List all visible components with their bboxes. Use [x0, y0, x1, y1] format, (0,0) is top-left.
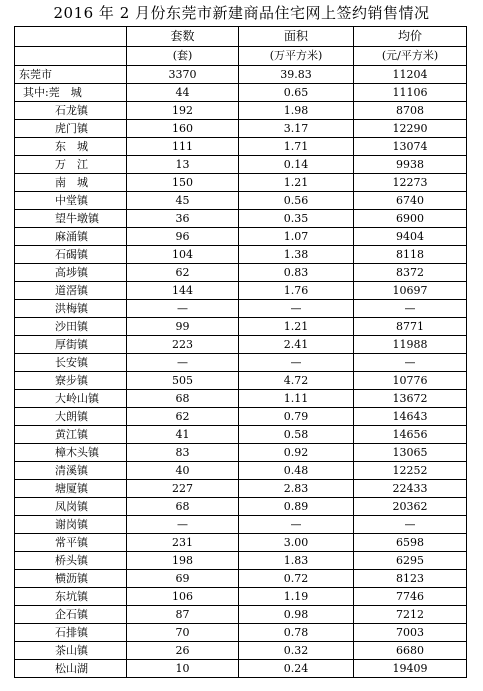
total-price: 11204 — [354, 66, 467, 84]
area-cell: — — [239, 300, 354, 318]
area-cell: 2.83 — [239, 480, 354, 498]
district-name: 常平镇 — [15, 534, 127, 552]
units-cell: 111 — [127, 138, 239, 156]
district-name: 茶山镇 — [15, 642, 127, 660]
district-name: 黄江镇 — [15, 426, 127, 444]
area-cell: 2.41 — [239, 336, 354, 354]
table-row — [15, 282, 467, 300]
units-cell: 62 — [127, 264, 239, 282]
table-row — [15, 138, 467, 156]
table-row — [15, 120, 467, 138]
price-cell: — — [354, 354, 467, 372]
price-cell: 10776 — [354, 372, 467, 390]
district-name: 石龙镇 — [15, 102, 127, 120]
price-cell: — — [354, 300, 467, 318]
district-name: 塘厦镇 — [15, 480, 127, 498]
header-blank-cell — [15, 27, 127, 47]
units-cell: 106 — [127, 588, 239, 606]
area-cell: 0.48 — [239, 462, 354, 480]
district-name: 清溪镇 — [15, 462, 127, 480]
area-cell: 1.83 — [239, 552, 354, 570]
table-row — [15, 480, 467, 498]
units-cell: 144 — [127, 282, 239, 300]
table-row — [15, 228, 467, 246]
header-units-unit: (套) — [127, 47, 239, 66]
table-row — [15, 246, 467, 264]
district-name: 东 城 — [15, 138, 127, 156]
price-cell: 12273 — [354, 174, 467, 192]
table-row — [15, 606, 467, 624]
price-cell: 19409 — [354, 660, 467, 678]
price-cell: 8123 — [354, 570, 467, 588]
area-cell: 4.72 — [239, 372, 354, 390]
district-name: 望牛墩镇 — [15, 210, 127, 228]
units-cell: 10 — [127, 660, 239, 678]
district-name: 石排镇 — [15, 624, 127, 642]
district-name: 虎门镇 — [15, 120, 127, 138]
price-cell: 7746 — [354, 588, 467, 606]
table-row — [15, 408, 467, 426]
price-cell: 14656 — [354, 426, 467, 444]
district-name: 横沥镇 — [15, 570, 127, 588]
district-name: 长安镇 — [15, 354, 127, 372]
units-cell: 227 — [127, 480, 239, 498]
district-name: 桥头镇 — [15, 552, 127, 570]
price-cell: 12290 — [354, 120, 467, 138]
area-cell: 0.72 — [239, 570, 354, 588]
price-cell: 20362 — [354, 498, 467, 516]
table-row — [15, 264, 467, 282]
units-cell: 13 — [127, 156, 239, 174]
table-row — [15, 318, 467, 336]
area-cell: 0.58 — [239, 426, 354, 444]
units-cell: 26 — [127, 642, 239, 660]
district-name: 寮步镇 — [15, 372, 127, 390]
area-cell: 0.78 — [239, 624, 354, 642]
page-title: 2016 年 2 月份东莞市新建商品住宅网上签约销售情况 — [53, 4, 430, 22]
total-area: 39.83 — [239, 66, 354, 84]
area-cell: 0.92 — [239, 444, 354, 462]
area-cell: 0.83 — [239, 264, 354, 282]
units-cell: 68 — [127, 498, 239, 516]
units-cell: 62 — [127, 408, 239, 426]
price-cell: 22433 — [354, 480, 467, 498]
units-cell: 87 — [127, 606, 239, 624]
table-row — [15, 84, 467, 102]
table-row — [15, 372, 467, 390]
table-row — [15, 516, 467, 534]
district-name: 石碣镇 — [15, 246, 127, 264]
area-cell: 1.11 — [239, 390, 354, 408]
table-row — [15, 588, 467, 606]
header-area-unit: (万平方米) — [239, 47, 354, 66]
price-cell: 10697 — [354, 282, 467, 300]
price-cell: 9404 — [354, 228, 467, 246]
area-cell: — — [239, 354, 354, 372]
price-cell: 6740 — [354, 192, 467, 210]
table-row — [15, 174, 467, 192]
table-row — [15, 390, 467, 408]
price-cell: 8708 — [354, 102, 467, 120]
table-row — [15, 444, 467, 462]
district-name: 企石镇 — [15, 606, 127, 624]
price-cell: 6598 — [354, 534, 467, 552]
units-cell: 160 — [127, 120, 239, 138]
area-cell: 0.98 — [239, 606, 354, 624]
units-cell: 69 — [127, 570, 239, 588]
price-cell: 12252 — [354, 462, 467, 480]
district-name: 东坑镇 — [15, 588, 127, 606]
table-row — [15, 660, 467, 678]
header-price: 均价 — [354, 27, 467, 47]
price-cell: 11106 — [354, 84, 467, 102]
price-cell: 13065 — [354, 444, 467, 462]
area-cell: 1.76 — [239, 282, 354, 300]
district-name: 麻涌镇 — [15, 228, 127, 246]
table-row — [15, 624, 467, 642]
total-row — [15, 66, 467, 84]
table-row — [15, 354, 467, 372]
area-cell: — — [239, 516, 354, 534]
header-blank-cell — [15, 47, 127, 66]
district-name: 洪梅镇 — [15, 300, 127, 318]
price-cell: 9938 — [354, 156, 467, 174]
units-cell: 36 — [127, 210, 239, 228]
price-cell: — — [354, 516, 467, 534]
table-row — [15, 300, 467, 318]
units-cell: — — [127, 300, 239, 318]
area-cell: 1.98 — [239, 102, 354, 120]
table-row — [15, 426, 467, 444]
area-cell: 0.14 — [239, 156, 354, 174]
header-unit-row — [15, 47, 467, 66]
area-cell: 1.21 — [239, 318, 354, 336]
district-name: 万 江 — [15, 156, 127, 174]
units-cell: 150 — [127, 174, 239, 192]
header-row — [15, 27, 467, 47]
price-cell: 6900 — [354, 210, 467, 228]
units-cell: 68 — [127, 390, 239, 408]
units-cell: 96 — [127, 228, 239, 246]
price-cell: 7212 — [354, 606, 467, 624]
district-name: 松山湖 — [15, 660, 127, 678]
units-cell: 505 — [127, 372, 239, 390]
header-price-unit: (元/平方米) — [354, 47, 467, 66]
area-cell: 0.79 — [239, 408, 354, 426]
district-name: 中堂镇 — [15, 192, 127, 210]
units-cell: 41 — [127, 426, 239, 444]
area-cell: 3.00 — [239, 534, 354, 552]
table-row — [15, 210, 467, 228]
district-name: 南 城 — [15, 174, 127, 192]
table-row — [15, 192, 467, 210]
price-cell: 6295 — [354, 552, 467, 570]
area-cell: 1.38 — [239, 246, 354, 264]
table-row — [15, 156, 467, 174]
district-name: 大朗镇 — [15, 408, 127, 426]
price-cell: 6680 — [354, 642, 467, 660]
district-name: 沙田镇 — [15, 318, 127, 336]
area-cell: 0.89 — [239, 498, 354, 516]
price-cell: 13074 — [354, 138, 467, 156]
units-cell: 99 — [127, 318, 239, 336]
price-cell: 8771 — [354, 318, 467, 336]
units-cell: 192 — [127, 102, 239, 120]
district-name: 高埗镇 — [15, 264, 127, 282]
table-row — [15, 102, 467, 120]
table-row — [15, 462, 467, 480]
units-cell: 83 — [127, 444, 239, 462]
table-row — [15, 642, 467, 660]
area-cell: 0.65 — [239, 84, 354, 102]
district-name: 谢岗镇 — [15, 516, 127, 534]
district-name: 道滘镇 — [15, 282, 127, 300]
area-cell: 0.35 — [239, 210, 354, 228]
district-name: 凤岗镇 — [15, 498, 127, 516]
sales-table — [14, 26, 467, 678]
units-cell: 70 — [127, 624, 239, 642]
total-name: 东莞市 — [15, 66, 127, 84]
price-cell: 8372 — [354, 264, 467, 282]
total-units: 3370 — [127, 66, 239, 84]
units-cell: 223 — [127, 336, 239, 354]
table-row — [15, 570, 467, 588]
area-cell: 1.21 — [239, 174, 354, 192]
units-cell: 45 — [127, 192, 239, 210]
units-cell: 198 — [127, 552, 239, 570]
district-name: 大岭山镇 — [15, 390, 127, 408]
price-cell: 14643 — [354, 408, 467, 426]
area-cell: 1.19 — [239, 588, 354, 606]
area-cell: 3.17 — [239, 120, 354, 138]
units-cell: 40 — [127, 462, 239, 480]
area-cell: 1.71 — [239, 138, 354, 156]
header-units: 套数 — [127, 27, 239, 47]
units-cell: — — [127, 516, 239, 534]
area-cell: 0.32 — [239, 642, 354, 660]
district-name: 樟木头镇 — [15, 444, 127, 462]
header-area: 面积 — [239, 27, 354, 47]
units-cell: — — [127, 354, 239, 372]
table-row — [15, 336, 467, 354]
table-row — [15, 534, 467, 552]
price-cell: 8118 — [354, 246, 467, 264]
price-cell: 11988 — [354, 336, 467, 354]
district-name: 其中:莞 城 — [15, 84, 127, 102]
units-cell: 231 — [127, 534, 239, 552]
area-cell: 0.24 — [239, 660, 354, 678]
district-name: 厚街镇 — [15, 336, 127, 354]
area-cell: 1.07 — [239, 228, 354, 246]
table-row — [15, 498, 467, 516]
units-cell: 104 — [127, 246, 239, 264]
price-cell: 7003 — [354, 624, 467, 642]
price-cell: 13672 — [354, 390, 467, 408]
table-row — [15, 552, 467, 570]
area-cell: 0.56 — [239, 192, 354, 210]
units-cell: 44 — [127, 84, 239, 102]
